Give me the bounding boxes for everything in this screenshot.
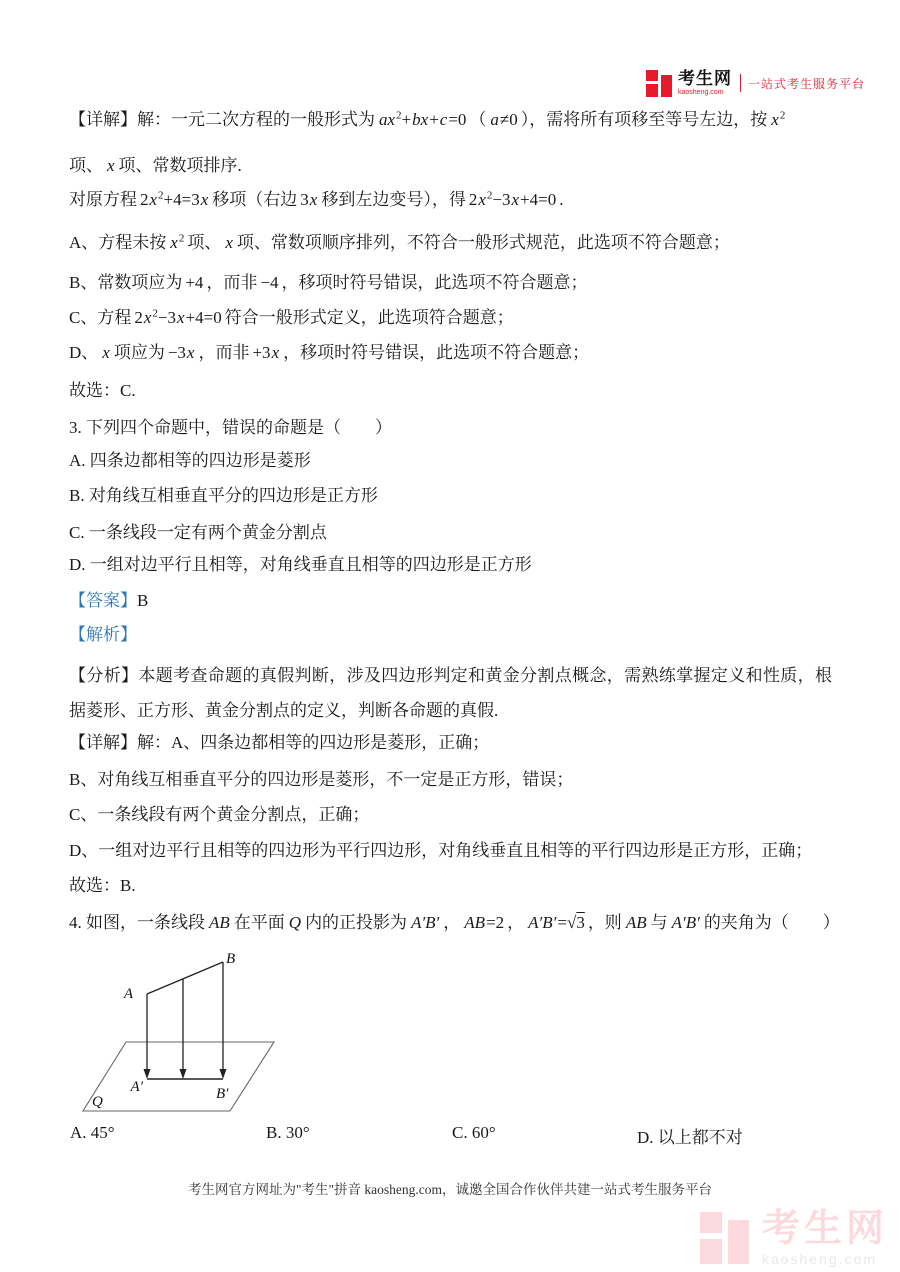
text-run: 与	[650, 913, 668, 932]
text-run: ，则	[587, 913, 622, 932]
kaosheng-logo-icon	[646, 69, 673, 98]
text-run: 故选：C.	[69, 381, 136, 400]
text-run: 3. 下列四个命题中，错误的命题是（ ）	[69, 418, 392, 437]
detail-option-a	[69, 731, 832, 755]
arrowhead-icon	[180, 1069, 187, 1079]
detail-option-d	[69, 839, 832, 863]
detail-option-b	[69, 768, 832, 792]
text-run: 在平面	[233, 913, 285, 932]
option-c: C. 60°	[452, 1123, 496, 1142]
question-3-option-d	[69, 553, 832, 577]
label-B-prime: B′	[216, 1086, 229, 1102]
question-3-option-b	[69, 484, 832, 508]
arrowhead-icon	[144, 1069, 151, 1079]
option-a: A. 45°	[70, 1123, 115, 1142]
logo-subtext: kaosheng.com	[678, 89, 724, 96]
logo-divider	[740, 74, 741, 92]
text-run: 符合一般形式定义，此选项符合题意；	[224, 308, 514, 327]
site-logo	[646, 64, 865, 102]
option-d: D. 以上都不对	[637, 1128, 743, 1147]
math-run: x	[102, 343, 110, 362]
math-run: +3x	[252, 343, 280, 362]
text-run: B. 对角线互相垂直平分的四边形是正方形	[69, 486, 378, 505]
label-A: A	[123, 986, 133, 1002]
label-A-prime: A′	[130, 1079, 143, 1095]
answer-line	[69, 589, 832, 613]
paragraph-answer-choice	[69, 379, 832, 403]
label-plane-Q: Q	[92, 1094, 103, 1110]
paragraph-option-a	[69, 231, 832, 255]
text-run: ，	[443, 913, 461, 932]
text-run: 移项（右边	[212, 190, 298, 209]
math-run: a≠0	[490, 110, 518, 129]
text-run: 的夹角为（ ）	[703, 913, 840, 932]
text-run: （	[469, 110, 487, 129]
blue-label-run: 【解析】	[69, 625, 137, 644]
math-run: AB=2	[464, 913, 505, 932]
watermark	[700, 1210, 888, 1266]
math-run: A′B′=√3	[528, 913, 585, 932]
text-run: D. 一组对边平行且相等，对角线垂直且相等的四边形是正方形	[69, 555, 532, 574]
text-run: .	[559, 190, 564, 209]
text-run: D、一组对边平行且相等的四边形为平行四边形，对角线垂直且相等的平行四边形是正方形，正确；	[69, 841, 813, 860]
kaosheng-logo-icon	[700, 1210, 752, 1266]
text-run: B、常数项应为	[69, 273, 183, 292]
math-run: $2x^2-3x+4=0$	[134, 307, 222, 327]
text-run: ，移项时符号错误，此选项不符合题意；	[283, 343, 590, 362]
logo-text: 考生网	[678, 69, 732, 88]
paragraph-option-c	[69, 306, 832, 330]
text-run: 移到左边变号），得	[321, 190, 466, 209]
footer-text: 考生网官方网址为"考生"拼音 kaosheng.com，诚邀全国合作伙伴共建一站式考生服务平台	[187, 1182, 712, 1197]
text-run: 故选：B.	[69, 876, 136, 895]
math-run: $ax^2+bx+c=0$	[379, 109, 467, 129]
text-run: B	[137, 591, 149, 610]
question-3-option-c	[69, 521, 832, 545]
watermark-subtext: kaosheng.com	[761, 1251, 878, 1267]
math-run: x	[225, 233, 233, 252]
text-run: ，	[507, 913, 525, 932]
math-run: AB	[625, 913, 647, 932]
text-run: D、	[69, 343, 99, 362]
text-run: 项、	[187, 233, 222, 252]
text-run: ，而非	[206, 273, 258, 292]
arrowhead-icon	[220, 1069, 227, 1079]
text-run: A、方程未按	[69, 233, 167, 252]
text-run: 4. 如图，一条线段	[69, 913, 205, 932]
paragraph	[69, 154, 832, 178]
math-run: +4	[185, 273, 204, 292]
text-run: 内的正投影为	[305, 913, 408, 932]
math-run: 3x	[300, 190, 318, 209]
math-run: $x^2$	[771, 109, 786, 129]
text-run: C、一条线段有两个黄金分割点，正确；	[69, 805, 370, 824]
text-run: 对原方程	[69, 190, 137, 209]
math-run: x	[107, 156, 115, 175]
text-run: 【详解】解：一元二次方程的一般形式为	[69, 110, 375, 129]
analysis-paragraph	[69, 658, 832, 728]
blue-label-run: 【答案】	[69, 591, 137, 610]
question-4-stem	[69, 911, 840, 935]
paragraph-option-b	[69, 271, 832, 295]
text-run: ），需将所有项移至等号左边，按	[520, 110, 768, 129]
math-run: Q	[288, 913, 302, 932]
logo-tagline: 一站式考生服务平台	[748, 76, 866, 91]
analysis-header	[69, 623, 832, 647]
math-run: AB	[209, 913, 230, 932]
paragraph-detail-q2	[69, 108, 832, 132]
option-b: B. 30°	[266, 1123, 310, 1142]
label-B: B	[226, 951, 236, 967]
text-run: 【分析】本题考查命题的真假判断，涉及四边形判定和黄金分割点概念，需熟练掌握定义和性质，根据菱形、正方形、黄金分割点的定义，判断各命题的真假.	[69, 666, 832, 720]
math-run: $2x^2-3x+4=0$	[468, 189, 557, 209]
math-run: A′B′	[411, 913, 440, 932]
math-run: $2x^2+4=3x$	[140, 189, 209, 209]
question-3-stem	[69, 416, 832, 440]
math-run: A′B′	[671, 913, 700, 932]
text-run: 【详解】解：A、四条边都相等的四边形是菱形，正确；	[69, 733, 490, 752]
math-run: $x^2$	[170, 232, 185, 252]
plane-parallelogram	[83, 1042, 274, 1111]
text-run: 项、常数项排序.	[118, 156, 242, 175]
projection-diagram	[70, 948, 310, 1120]
text-run: 项、常数项顺序排列，不符合一般形式规范，此选项不符合题意；	[236, 233, 730, 252]
detail-option-c	[69, 803, 832, 827]
text-run: C、方程	[69, 308, 132, 327]
segment-AB	[147, 962, 223, 994]
text-run: A. 四条边都相等的四边形是菱形	[69, 451, 311, 470]
text-run: C. 一条线段一定有两个黄金分割点	[69, 523, 327, 542]
paragraph-option-d	[69, 341, 832, 365]
text-run: 项、	[69, 156, 103, 175]
text-run: ，移项时符号错误，此选项不符合题意；	[281, 273, 588, 292]
text-run: ，而非	[198, 343, 250, 362]
text-run: B、对角线互相垂直平分的四边形是菱形，不一定是正方形，错误；	[69, 770, 574, 789]
math-run: −4	[260, 273, 279, 292]
paragraph	[69, 188, 832, 212]
answer-choice-line	[69, 874, 832, 898]
question-3-option-a	[69, 449, 832, 473]
watermark-text: 考生网	[761, 1208, 888, 1250]
text-run: 项应为	[113, 343, 165, 362]
math-run: −3x	[167, 343, 195, 362]
